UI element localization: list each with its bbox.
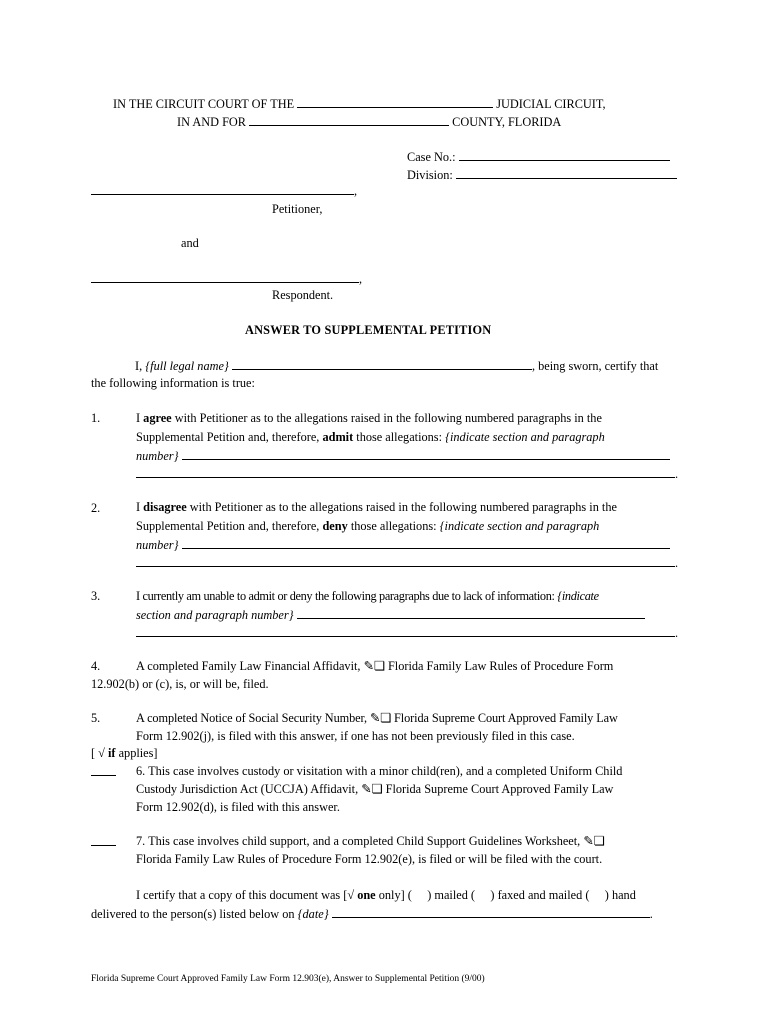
petitioner-label: Petitioner, <box>272 202 323 216</box>
item-2-line-4: . <box>136 554 678 571</box>
item-1-line-3: number} <box>136 447 670 464</box>
intro-line-2: the following information is true: <box>91 376 255 390</box>
item-1-paragraphs-blank[interactable] <box>182 447 670 460</box>
item-1-number: 1. <box>91 411 101 425</box>
respondent-label: Respondent. <box>272 288 334 302</box>
service-date-blank[interactable] <box>332 905 650 918</box>
form-footer: Florida Supreme Court Approved Family Law Form 12.903(e), Answer to Supplemental Petition (9/00) <box>91 974 485 984</box>
item-3-paragraphs-blank[interactable] <box>297 606 645 619</box>
respondent-name-row: , <box>91 270 362 287</box>
court-line: IN THE CIRCUIT COURT OF THE JUDICIAL CIRCUIT, <box>113 97 606 111</box>
item-6-check-blank[interactable] <box>91 763 116 776</box>
item-2-line-1: I disagree with Petitioner as to the allegations raised in the following numbered paragraphs in the <box>136 500 617 514</box>
full-legal-name-blank[interactable] <box>232 357 532 370</box>
item-4-line-1: A completed Family Law Financial Affidavit, ✎❏ Florida Family Law Rules of Procedure Form <box>136 659 614 673</box>
item-1-paragraphs-blank-2[interactable] <box>136 465 675 478</box>
item-3-line-2: section and paragraph number} <box>136 606 645 623</box>
division-blank[interactable] <box>456 166 677 179</box>
item-2-line-2: Supplemental Petition and, therefore, deny those allegations: {indicate section and paragraph <box>136 519 600 533</box>
item-5-line-2: Form 12.902(j), is filed with this answer, if one has not been previously filed in this case. <box>136 729 575 743</box>
case-number-row: Case No.: <box>407 148 670 165</box>
certify-line-2: delivered to the person(s) listed below on {date} . <box>91 907 653 921</box>
county-blank[interactable] <box>249 113 449 126</box>
and-label: and <box>181 236 199 250</box>
item-3-line-1: I currently am unable to admit or deny the following paragraphs due to lack of information: {indicate <box>136 589 599 603</box>
intro-line-1: I, {full legal name} , being sworn, certify that <box>135 359 659 373</box>
check-if-applies-note: [ √ if applies] <box>91 746 158 760</box>
item-6-checkbox-row <box>91 763 116 780</box>
item-5-number: 5. <box>91 711 101 725</box>
judicial-circuit-blank[interactable] <box>297 95 493 108</box>
item-2-paragraphs-blank-2[interactable] <box>136 554 675 567</box>
item-1-line-4: . <box>136 465 678 482</box>
item-3-paragraphs-blank-2[interactable] <box>136 624 675 637</box>
county-line: IN AND FOR COUNTY, FLORIDA <box>177 115 562 129</box>
petitioner-name-row: , <box>91 182 357 199</box>
document-title: ANSWER TO SUPPLEMENTAL PETITION <box>245 323 492 337</box>
item-7-checkbox-row <box>91 833 116 850</box>
item-2-line-3: number} <box>136 536 670 553</box>
item-1-line-1: I agree with Petitioner as to the allegations raised in the following numbered paragraphs in the <box>136 411 602 425</box>
item-7-line-1: 7. This case involves child support, and a completed Child Support Guidelines Worksheet, ✎❏ <box>136 834 605 848</box>
division-row: Division: <box>407 166 677 183</box>
item-2-number: 2. <box>91 501 101 515</box>
item-4-line-2: 12.902(b) or (c), is, or will be, filed. <box>91 677 269 691</box>
item-5-line-1: A completed Notice of Social Security Number, ✎❏ Florida Supreme Court Approved Family Law <box>136 711 618 725</box>
item-2-paragraphs-blank[interactable] <box>182 536 670 549</box>
item-6-line-1: 6. This case involves custody or visitation with a minor child(ren), and a completed Uniform Child <box>136 764 623 778</box>
petitioner-name-blank[interactable] <box>91 182 354 195</box>
item-3-number: 3. <box>91 589 101 603</box>
item-3-line-3: . <box>136 624 678 641</box>
item-7-check-blank[interactable] <box>91 833 116 846</box>
certify-line-1: I certify that a copy of this document was [√ one only] ( ) mailed ( ) faxed and mailed ( ) hand <box>136 888 636 902</box>
item-4-number: 4. <box>91 659 101 673</box>
item-1-line-2: Supplemental Petition and, therefore, admit those allegations: {indicate section and paragraph <box>136 430 605 444</box>
respondent-name-blank[interactable] <box>91 270 359 283</box>
item-6-line-3: Form 12.902(d), is filed with this answer. <box>136 800 340 814</box>
item-7-line-2: Florida Family Law Rules of Procedure Form 12.902(e), is filed or will be filed with the court. <box>136 852 603 866</box>
item-6-line-2: Custody Jurisdiction Act (UCCJA) Affidavit, ✎❏ Florida Supreme Court Approved Family Law <box>136 782 614 796</box>
case-number-blank[interactable] <box>459 148 670 161</box>
